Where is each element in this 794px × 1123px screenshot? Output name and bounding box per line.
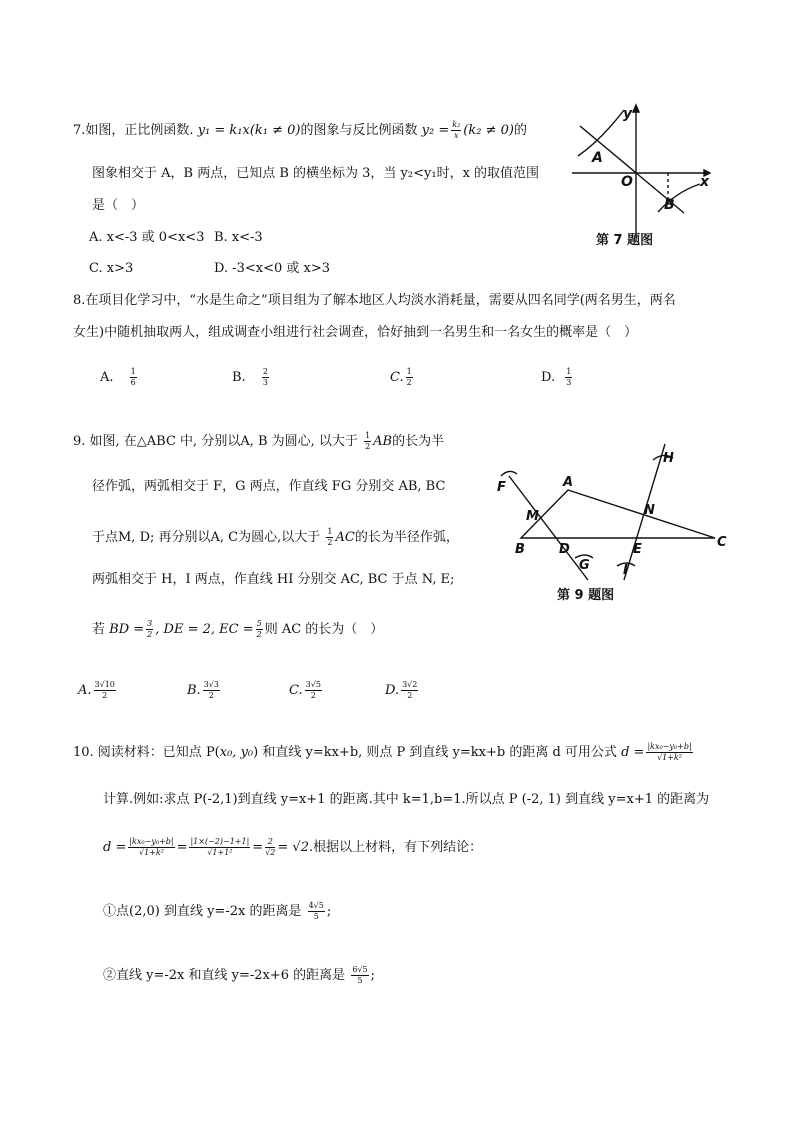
q7-caption: 第 7 题图 [596, 233, 654, 248]
q10-item1-prefix: ①点(2,0) 到直线 y=-2x 的距离是 [103, 904, 302, 919]
q9-line1-suffix: 的长为半 [392, 434, 445, 449]
q7-func2-lhs: y₂ = [421, 123, 450, 138]
q7-func2-den: x [454, 131, 459, 140]
q9-label-m: M [526, 509, 539, 524]
q9-ec-num: 5 [256, 619, 262, 628]
q8-b-num: 2 [262, 367, 268, 376]
q8-a-den: 6 [130, 378, 136, 387]
q9-label-g: G [579, 558, 590, 573]
q9-line-fg [509, 476, 588, 580]
q9-option-c-fraction [305, 681, 322, 700]
q7-func2-rhs: (k₂ ≠ 0) [463, 123, 514, 138]
q10-ex-lhs: d = [103, 840, 127, 855]
q9-b-den: 2 [208, 691, 214, 700]
q7-label-y: y [623, 106, 633, 122]
q10-ex-num3: 2 [265, 838, 275, 848]
q9-line1-ab: AB [373, 434, 393, 449]
q10-ex-eq2: = [252, 840, 264, 855]
q10-example [103, 838, 482, 857]
q10-item2-suffix: ; [370, 968, 375, 983]
q9-b-num: 3√3 [203, 680, 219, 689]
q10-ex-num1: |kx₀−y₀+b| [129, 837, 174, 846]
q7-label-a: A [592, 150, 603, 166]
q9-line4: 两弧相交于 H，I 两点，作直线 HI 分别交 AC, BC 于点 N, E; [92, 572, 455, 587]
q9-a-num: 3√10 [94, 680, 115, 689]
q9-line1-den: 2 [365, 442, 371, 451]
q7-option-b: B. x<-3 [214, 230, 263, 245]
q8-d-num: 1 [566, 367, 572, 376]
q9-bd-fraction [146, 620, 153, 639]
q8-option-c-fraction [406, 368, 413, 387]
q10-item2-fraction [351, 966, 368, 985]
q7-suffix: 的 [513, 123, 527, 138]
q10-ex-den1: √1+k² [138, 848, 164, 857]
q10-ex-frac2 [189, 838, 250, 857]
q7-line1 [73, 121, 527, 140]
q9-option-a-fraction [94, 681, 116, 700]
q9-ec-fraction [256, 620, 263, 639]
q8-option-c [390, 368, 415, 387]
q8-a-num: 1 [130, 367, 136, 376]
q9-option-d-fraction [401, 681, 418, 700]
q9-arc-f [501, 471, 517, 476]
q9-caption: 第 9 题图 [557, 588, 615, 603]
q9-bd-den: 2 [147, 630, 153, 639]
q9-a-den: 2 [102, 691, 108, 700]
q10-item2-num: 6√5 [352, 965, 368, 974]
q9-option-c [289, 681, 324, 700]
q7-mid: 的图象与反比例函数 [300, 123, 418, 138]
q9-de-ec: , DE = 2, EC = [155, 622, 254, 637]
q9-option-a-label: A. [78, 683, 92, 698]
q9-option-b-label: B. [187, 683, 201, 698]
q9-line1-fraction [364, 432, 371, 451]
q9-c-num: 3√5 [305, 680, 321, 689]
q8-option-b-label: B. [232, 370, 246, 385]
q8-b-den: 3 [262, 378, 268, 387]
q10-ex-den2: √1+1² [207, 848, 233, 857]
q9-label-i: I [623, 563, 628, 578]
q10-ex-frac3 [265, 838, 275, 857]
q10-item1-suffix: ; [326, 904, 332, 919]
q7-line3: 是（ ） [92, 198, 145, 213]
q10-item1-den: 5 [313, 912, 319, 921]
q10-ex-eq3: = √2. [277, 840, 314, 855]
q10-formula-lhs: d = [621, 745, 645, 760]
q8-c-den: 2 [406, 378, 412, 387]
q9-d-num: 3√2 [402, 680, 418, 689]
q9-option-b [187, 681, 222, 700]
q8-line1: 8.在项目化学习中，“水是生命之”项目组为了解本地区人均淡水消耗量，需要从四名同学(两名男生，两名 [73, 293, 676, 308]
q7-label-x: x [700, 174, 710, 190]
q9-line3-ac: AC [335, 530, 355, 545]
q10-line1 [73, 743, 695, 762]
q9-option-a [78, 681, 118, 700]
q9-line1-prefix: 9. 如图, 在△ABC 中, 分别以A, B 为圆心, 以大于 [73, 434, 358, 449]
q10-ex-eq1: = [176, 840, 188, 855]
q10-ex-den3: √2 [265, 848, 276, 857]
q10-ex-num2: |1×(−2)−1+1| [190, 837, 250, 846]
q10-line1-mid: ) 和直线 y=kx+b, 则点 P 到直线 y=kx+b 的距离 d 可用公式 [253, 745, 617, 760]
q8-option-d-label: D. [541, 370, 556, 385]
q9-line5-suffix: 则 AC 的长为（ ） [264, 622, 384, 637]
q10-item2 [103, 966, 375, 985]
q9-line2: 径作弧，两弧相交于 F，G 两点，作直线 FG 分别交 AB, BC [92, 479, 446, 494]
q9-c-den: 2 [310, 691, 316, 700]
q9-bd-num: 3 [147, 619, 153, 628]
q10-item2-den: 5 [357, 976, 363, 985]
q8-option-a-fraction [130, 368, 137, 387]
q10-item1-fraction [308, 902, 325, 921]
q8-option-d-fraction [565, 368, 572, 387]
q8-d-den: 3 [566, 378, 572, 387]
q10-line1-prefix: 10. 阅读材料：已知点 P( [73, 745, 220, 760]
q9-option-d-label: D. [385, 683, 400, 698]
q9-line5-prefix: 若 [92, 622, 106, 637]
q9-bd: BD = [109, 622, 145, 637]
q10-item1-num: 4√5 [308, 901, 324, 910]
q7-prefix: 7.如图，正比例函数. [73, 123, 194, 138]
q8-option-a [100, 368, 139, 387]
q9-label-c: C [717, 535, 727, 550]
q9-label-h: H [663, 451, 674, 466]
q9-line3 [92, 528, 459, 547]
q9-option-d [385, 681, 420, 700]
q9-option-b-fraction [203, 681, 220, 700]
q9-line1-num: 1 [365, 431, 371, 440]
q9-d-den: 2 [407, 691, 413, 700]
q7-line2: 图象相交于 A，B 两点，已知点 B 的横坐标为 3，当 y₂<y₁时，x 的取值范围 [92, 166, 540, 181]
q7-y-arrow [633, 105, 639, 112]
q9-option-c-label: C. [289, 683, 303, 698]
q9-line3-num: 1 [327, 527, 333, 536]
q10-line1-point: x₀, y₀ [219, 745, 254, 760]
q7-func2-num: k₂ [452, 120, 461, 129]
q7-option-c: C. x>3 [89, 261, 134, 276]
q8-option-b-fraction [262, 368, 269, 387]
q7-label-b: B [664, 197, 675, 213]
q9-line3-den: 2 [327, 538, 333, 547]
q9-line3-prefix: 于点M, D; 再分别以A, C为圆心,以大于 [92, 530, 321, 545]
q10-ex-frac1 [128, 838, 174, 857]
q9-ec-den: 2 [256, 630, 262, 639]
q8-option-c-label: C. [390, 370, 404, 385]
q9-label-b: B [515, 542, 525, 557]
q7-option-d: D. -3<x<0 或 x>3 [214, 261, 331, 276]
q10-ex-suffix: 根据以上材料，有下列结论： [313, 840, 483, 855]
q10-formula-den: √1+k² [657, 753, 683, 762]
q7-func1: y₁ = k₁x(k₁ ≠ 0) [197, 123, 301, 138]
q7-figure [566, 100, 716, 250]
q10-item1 [103, 902, 331, 921]
q9-line3-fraction [326, 528, 333, 547]
q10-formula-num: |kx₀−y₀+b| [647, 742, 692, 751]
q9-label-n: N [644, 503, 655, 518]
q7-func2-fraction [451, 121, 461, 140]
q9-line1 [73, 432, 444, 451]
q8-option-d [541, 368, 574, 387]
q9-label-f: F [497, 480, 506, 495]
q9-label-a: A [563, 475, 574, 490]
q8-c-num: 1 [406, 367, 412, 376]
q10-item2-prefix: ②直线 y=-2x 和直线 y=-2x+6 的距离是 [103, 968, 346, 983]
q8-option-a-label: A. [100, 370, 114, 385]
q10-formula-fraction [646, 743, 692, 762]
q9-line3-suffix: 的长为半径作弧， [354, 530, 459, 545]
q9-label-d: D [559, 542, 570, 557]
q9-line5 [92, 620, 383, 639]
q10-line2: 计算.例如:求点 P(-2,1)到直线 y=x+1 的距离.其中 k=1,b=1.所以点 P (-2, 1) 到直线 y=x+1 的距离为 [103, 792, 710, 807]
q7-label-o: O [621, 174, 633, 190]
q8-option-b [232, 368, 271, 387]
q9-label-e: E [633, 542, 642, 557]
q7-option-a: A. x<-3 或 0<x<3 [89, 230, 205, 245]
q8-line2: 女生)中随机抽取两人，组成调查小组进行社会调查，恰好抽到一名男生和一名女生的概率是（ ） [73, 325, 638, 340]
q9-figure [493, 440, 743, 610]
